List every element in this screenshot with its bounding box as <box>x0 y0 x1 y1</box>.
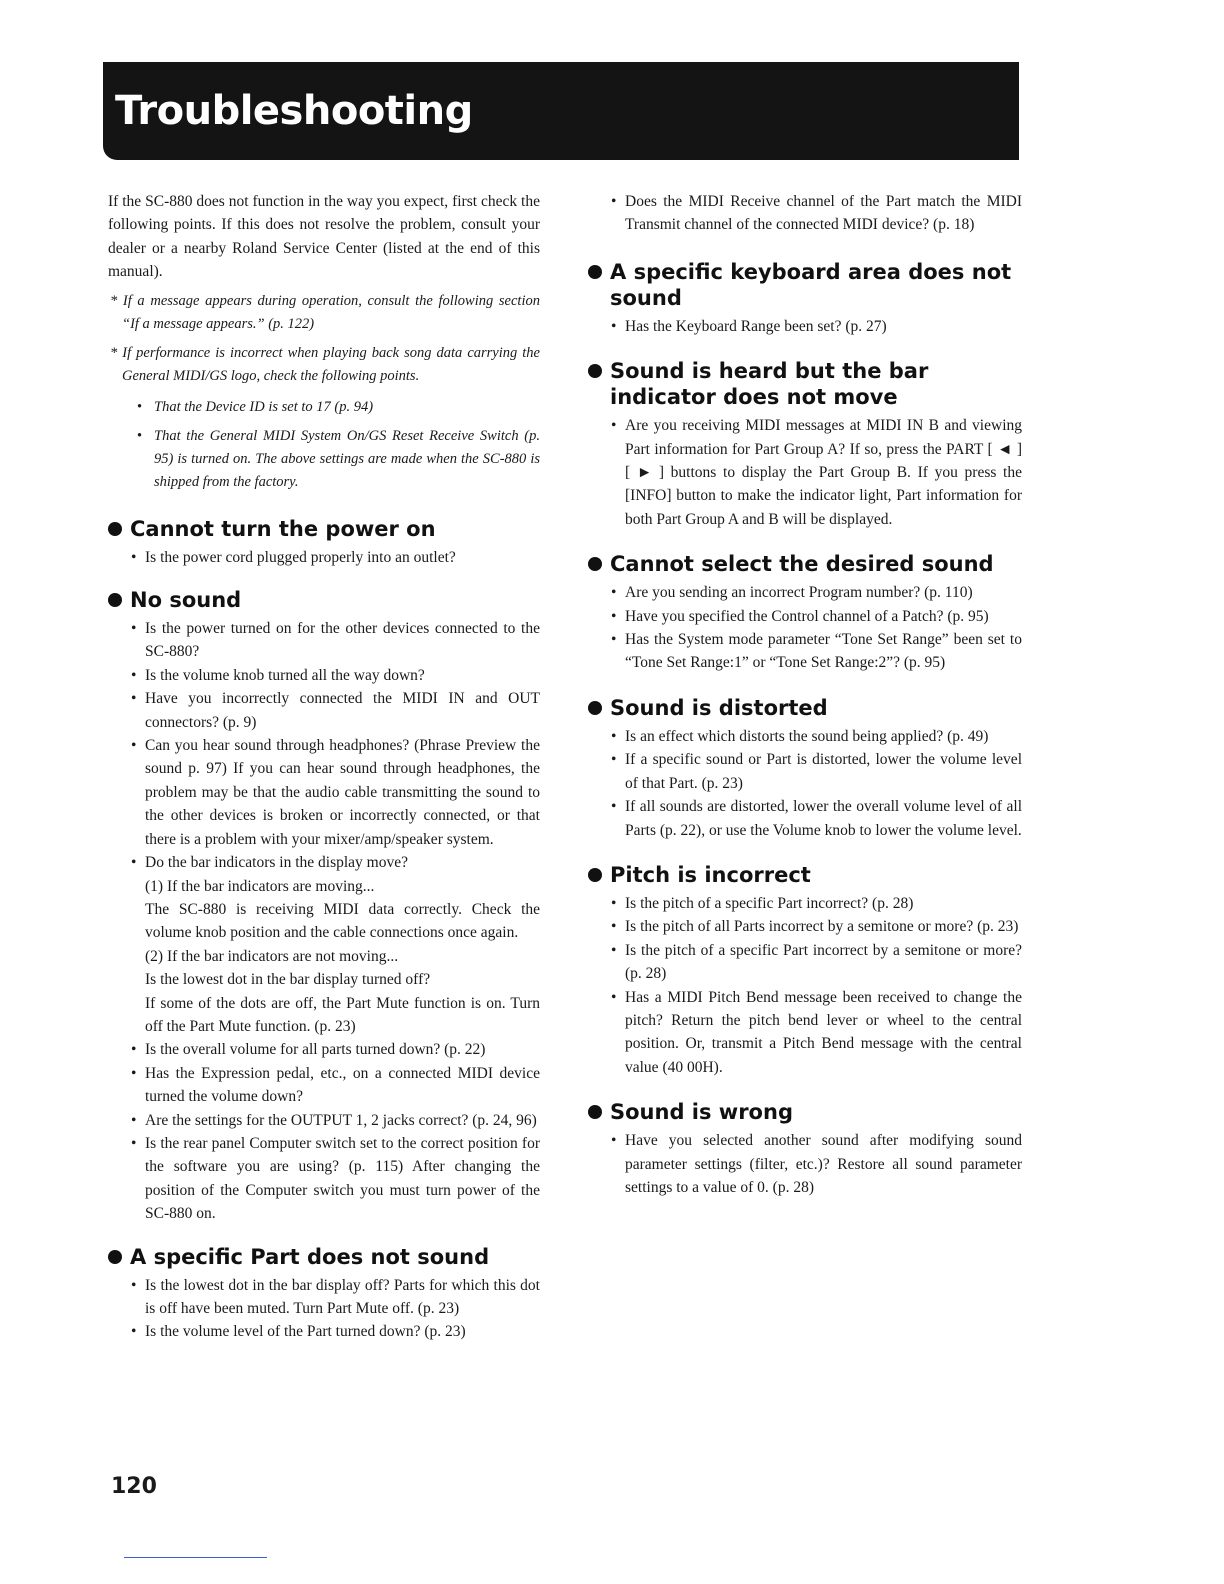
item-list <box>108 1274 540 1344</box>
list-item: • Is the volume level of the Part turned down? (p. 23) <box>130 1320 540 1343</box>
bullet-icon <box>588 265 602 279</box>
item-list <box>588 725 1022 842</box>
section-power <box>108 516 540 569</box>
bar-detail-line: Is the lowest dot in the bar display turned off? <box>145 971 431 989</box>
list-item: • Are the settings for the OUTPUT 1, 2 jacks correct? (p. 24, 96) <box>130 1109 540 1132</box>
section-heading: Sound is distorted <box>588 695 1022 721</box>
bullet-icon <box>588 557 602 571</box>
item-list <box>588 190 1022 237</box>
section-heading: A specific Part does not sound <box>108 1244 540 1270</box>
section-heading: Cannot select the desired sound <box>588 551 1022 577</box>
section-heading: Sound is heard but the bar indicator does not move <box>588 358 1022 410</box>
item-list <box>588 414 1022 531</box>
section-heading: Cannot turn the power on <box>108 516 540 542</box>
list-item: • If all sounds are distorted, lower the overall volume level of all Parts (p. 22), or use the Volume knob to lower the volume level. <box>610 795 1022 842</box>
left-column <box>108 190 540 1344</box>
bullet-icon <box>108 522 122 536</box>
section-heading: Pitch is incorrect <box>588 862 1022 888</box>
list-item: • Has the Keyboard Range been set? (p. 27) <box>610 315 1022 338</box>
bullet-icon <box>588 868 602 882</box>
section-distorted <box>588 695 1022 842</box>
section-part-no-sound <box>108 1244 540 1344</box>
item-list <box>108 546 540 569</box>
bullet-icon <box>588 701 602 715</box>
list-item: • Is the pitch of a specific Part incorrect? (p. 28) <box>610 892 1022 915</box>
section-heading: Sound is wrong <box>588 1099 1022 1125</box>
list-item: • Is the lowest dot in the bar display off? Parts for which this dot is off have been muted. Turn Part Mute off. (p. 23) <box>130 1274 540 1321</box>
section-no-sound <box>108 587 540 1226</box>
list-item: • Have you incorrectly connected the MIDI IN and OUT connectors? (p. 9) <box>130 687 540 734</box>
note-checklist-item: • That the General MIDI System On/GS Reset Receive Switch (p. 95) is turned on. The above settings are made when the SC-880 is shipped from the factory. <box>134 425 540 494</box>
list-item: • Are you sending an incorrect Program number? (p. 110) <box>610 581 1022 604</box>
item-list <box>588 892 1022 1079</box>
bullet-icon <box>108 1250 122 1264</box>
item-list <box>588 1129 1022 1199</box>
note-message: * If a message appears during operation, consult the following section “If a message appears.” (p. 122) <box>110 292 540 332</box>
item-list <box>108 617 540 1226</box>
footer-divider <box>124 1557 267 1558</box>
section-heading: A specific keyboard area does not sound <box>588 259 1022 311</box>
section-heading: No sound <box>108 587 540 613</box>
list-item: • Is the rear panel Computer switch set to the correct position for the software you are using? (p. 115) After changing the position of the Computer switch you must turn power of the SC-880 on. <box>130 1132 540 1226</box>
right-column <box>588 190 1022 1199</box>
list-item: • If a specific sound or Part is distorted, lower the volume level of that Part. (p. 23) <box>610 748 1022 795</box>
page-number: 120 <box>111 1474 157 1499</box>
list-item: • Is the pitch of a specific Part incorrect by a semitone or more? (p. 28) <box>610 939 1022 986</box>
bar-detail-line: (1) If the bar indicators are moving... <box>145 877 375 895</box>
bullet-icon <box>588 364 602 378</box>
list-item: • Is the volume knob turned all the way down? <box>130 664 540 687</box>
list-item: • Is an effect which distorts the sound being applied? (p. 49) <box>610 725 1022 748</box>
list-item: • Has a MIDI Pitch Bend message been received to change the pitch? Return the pitch bend lever or wheel to the central position. Or, transmit a Pitch Bend message with the central value (40 00H). <box>610 986 1022 1080</box>
list-item: • Have you selected another sound after modifying sound parameter settings (filter, etc.)? Restore all sound parameter settings to a value of 0. (p. 28) <box>610 1129 1022 1199</box>
list-item: • Has the System mode parameter “Tone Set Range” been set to “Tone Set Range:1” or “Tone Set Range:2”? (p. 95) <box>610 628 1022 675</box>
section-select-sound <box>588 551 1022 675</box>
bar-detail-line: The SC-880 is receiving MIDI data correctly. Check the volume knob position and the cable connections once again. <box>145 900 540 942</box>
list-item: • Is the overall volume for all parts turned down? (p. 22) <box>130 1038 540 1061</box>
page-title: Troubleshooting <box>115 88 473 134</box>
title-banner <box>103 62 1019 160</box>
section-keyboard-area <box>588 259 1022 338</box>
list-item: • Does the MIDI Receive channel of the Part match the MIDI Transmit channel of the connected MIDI device? (p. 18) <box>610 190 1022 237</box>
list-item: • Is the pitch of all Parts incorrect by a semitone or more? (p. 23) <box>610 915 1022 938</box>
note-checklist <box>108 396 540 494</box>
note-performance: * If performance is incorrect when playing back song data carrying the General MIDI/GS logo, check the following points. <box>110 344 540 384</box>
list-item: • Has the Expression pedal, etc., on a connected MIDI device turned the volume down? <box>130 1062 540 1109</box>
list-item: • Can you hear sound through headphones? (Phrase Preview the sound p. 97) If you can hear sound through headphones, the problem may be that the audio cable transmitting the sound to the other devices is broken or incorrectly connected, or that there is a problem with your mixer/amp/speaker system. <box>130 734 540 851</box>
bullet-icon <box>588 1105 602 1119</box>
bullet-icon <box>108 593 122 607</box>
list-item: • Are you receiving MIDI messages at MIDI IN B and viewing Part information for Part Group A? If so, press the PART [ ◄ ] [ ► ] buttons to display the Part Group B. If you press the [INFO] button to make the indicator light, Part information for both Part Group A and B will be displayed. <box>610 414 1022 531</box>
item-list <box>588 581 1022 675</box>
list-item: • Is the power cord plugged properly into an outlet? <box>130 546 540 569</box>
intro-paragraph: If the SC-880 does not function in the way you expect, first check the following points. If this does not resolve the problem, consult your dealer or a nearby Roland Service Center (listed at the end of this manual). <box>108 193 540 281</box>
list-item: • Is the power turned on for the other devices connected to the SC-880? <box>130 617 540 664</box>
note-checklist-item: • That the Device ID is set to 17 (p. 94) <box>134 396 540 419</box>
section-pitch <box>588 862 1022 1079</box>
section-sound-wrong <box>588 1099 1022 1199</box>
bar-detail-line: If some of the dots are off, the Part Mute function is on. Turn off the Part Mute function. (p. 23) <box>145 994 540 1035</box>
list-item: • Have you specified the Control channel of a Patch? (p. 95) <box>610 605 1022 628</box>
list-item: • Do the bar indicators in the display move? (1) If the bar indicators are moving... The SC-880 is receiving MIDI data correctly. Check the volume knob position and the cable connections once again. (2) If the bar indicators are not moving... Is the lowest dot in the bar display turned off? If some of the dots are off, the Part Mute function is on. Turn off the Part Mute function. (p. 23) <box>130 851 540 1038</box>
section-bar-indicator <box>588 358 1022 531</box>
item-list <box>588 315 1022 338</box>
bar-detail-line: (2) If the bar indicators are not moving... <box>145 947 399 965</box>
